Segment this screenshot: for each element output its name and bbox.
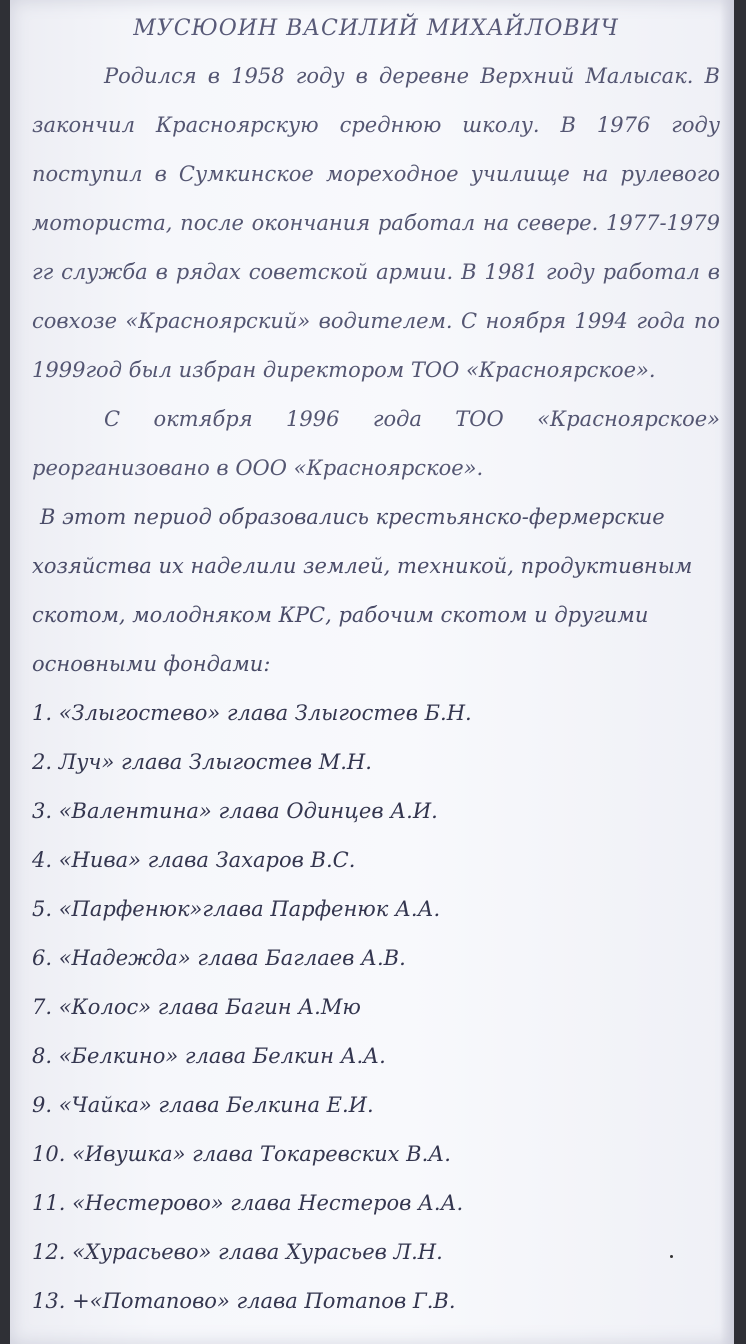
biography-paragraph: Родился в 1958 году в деревне Верхний Малысак. В закончил Красноярскую среднюю школу. В 1976 году поступил в Сумкинское мореходное училище на рулевого моториста, после окончания работал на севере. 1977-1979 гг служба в рядах советской армии. В 1981 году работал в совхозе «Красноярский» водителем. С ноября 1994 года по 1999год был избран директором ТОО «Красноярское». (32, 64, 720, 382)
farm-item: 1. «Злыгостево» глава Злыгостев Б.Н. (32, 701, 472, 725)
farm-item: 13. +«Потапово» глава Потапов Г.В. (32, 1289, 456, 1313)
document-title: МУСЮОИН ВАСИЛИЙ МИХАЙЛОВИЧ (133, 16, 619, 41)
farm-item: 10. «Ивушка» глава Токаревских В.А. (32, 1142, 451, 1166)
farm-item: 8. «Белкино» глава Белкин А.А. (32, 1044, 386, 1068)
ink-speck (670, 1255, 673, 1258)
farm-item: 4. «Нива» глава Захаров В.С. (32, 848, 356, 872)
farm-item: 5. «Парфенюк»глава Парфенюк А.А. (32, 897, 441, 921)
farm-item: 11. «Нестерово» глава Нестеров А.А. (32, 1191, 464, 1215)
farm-item: 3. «Валентина» глава Одинцев А.И. (32, 799, 438, 823)
farm-item: 12. «Хурасьево» глава Хурасьев Л.Н. (32, 1240, 443, 1264)
reorganization-paragraph: С октября 1996 года ТОО «Красноярское» реорганизовано в ООО «Красноярское». (32, 407, 720, 480)
document-content (32, 12, 720, 1326)
document-page (10, 0, 734, 1344)
farm-item: 6. «Надежда» глава Баглаев А.В. (32, 946, 406, 970)
farm-item: 9. «Чайка» глава Белкина Е.И. (32, 1093, 374, 1117)
farms-intro-paragraph: В этот период образовались крестьянско-фермерские хозяйства их наделили землей, техникой, продуктивным скотом, молодняком КРС, рабочим скотом и другими основными фондами: (32, 505, 693, 676)
farm-item: 7. «Колос» глава Багин А.Мю (32, 995, 361, 1019)
farms-list (32, 689, 720, 1326)
farm-item: 2. Луч» глава Злыгостев М.Н. (32, 750, 372, 774)
